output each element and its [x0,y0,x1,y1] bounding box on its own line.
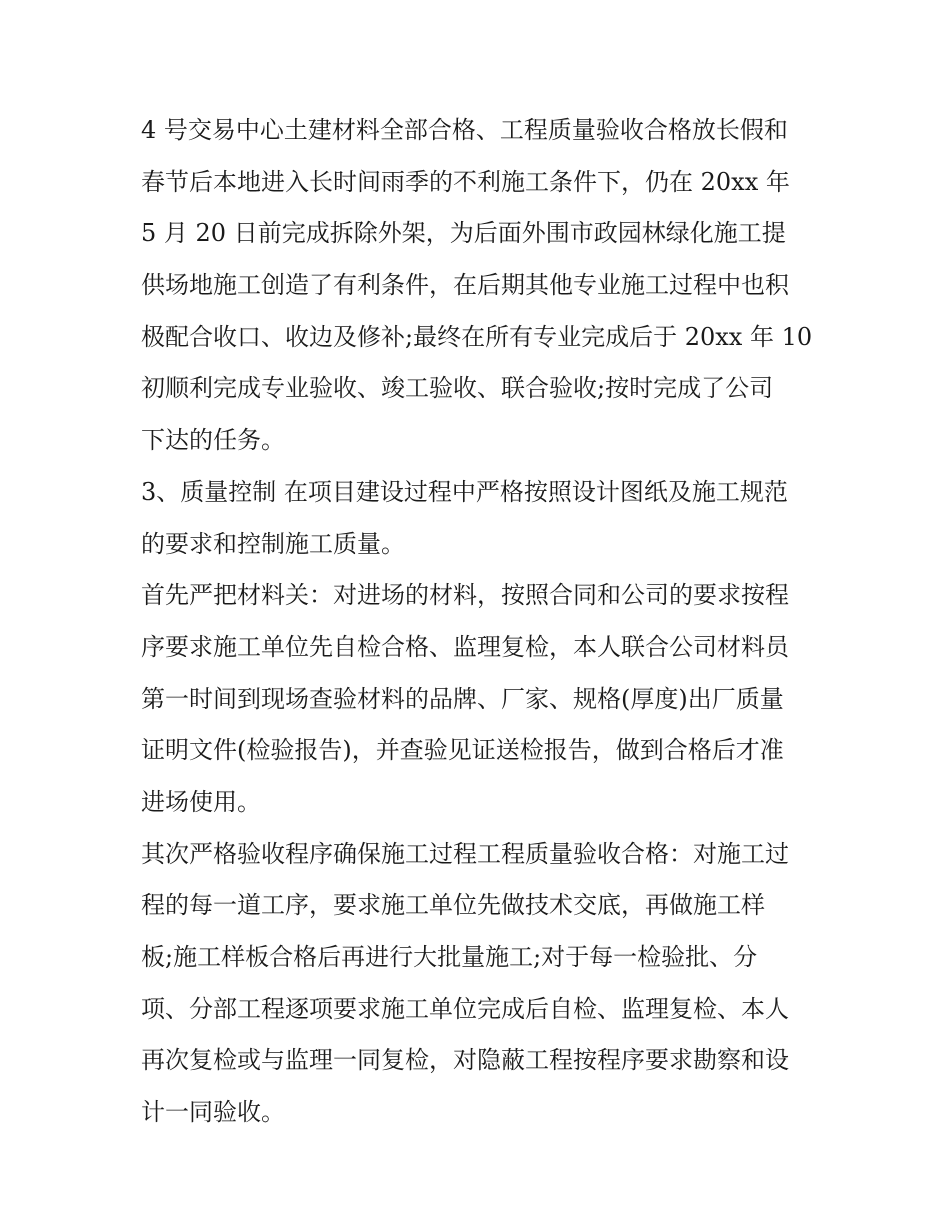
text-line: 再次复检或与监理一同复检，对隐蔽工程按程序要求勘察和设 [141,1046,789,1075]
text-line: 极配合收口、收边及修补;最终在所有专业完成后于 20xx 年 10 [141,322,813,351]
text-line: 项、分部工程逐项要求施工单位完成后自检、监理复检、本人 [141,994,789,1023]
text-line: 4 号交易中心土建材料全部合格、工程质量验收合格放长假和 [141,116,788,144]
text-line: 证明文件(检验报告)，并查验见证送检报告，做到合格后才准 [141,736,784,765]
text-line: 板;施工样板合格后再进行大批量施工;对于每一检验批、分 [141,943,758,971]
text-line: 计一同验收。 [141,1098,285,1127]
text-line: 下达的任务。 [141,426,285,455]
text-line: 供场地施工创造了有利条件，在后期其他专业施工过程中也积 [141,271,789,300]
text-line: 第一时间到现场查验材料的品牌、厂家、规格(厚度)出厂质量 [141,684,784,713]
text-line: 的要求和控制施工质量。 [141,529,405,558]
text-line: 春节后本地进入长时间雨季的不利施工条件下，仍在 20xx 年 [141,167,790,196]
text-line: 进场使用。 [141,787,261,816]
text-line: 程的每一道工序，要求施工单位先做技术交底，再做施工样 [141,891,765,920]
text-line: 首先严把材料关：对进场的材料，按照合同和公司的要求按程 [141,581,789,610]
text-line: 初顺利完成专业验收、竣工验收、联合验收;按时完成了公司 [141,374,774,403]
document-body [141,105,821,1139]
text-line: 序要求施工单位先自检合格、监理复检，本人联合公司材料员 [141,632,789,661]
text-line: 其次严格验收程序确保施工过程工程质量验收合格：对施工过 [141,839,789,868]
text-line: 5 月 20 日前完成拆除外架，为后面外围市政园林绿化施工提 [141,219,786,248]
section-heading-line: 3、质量控制 在项目建设过程中严格按照设计图纸及施工规范 [141,477,788,506]
